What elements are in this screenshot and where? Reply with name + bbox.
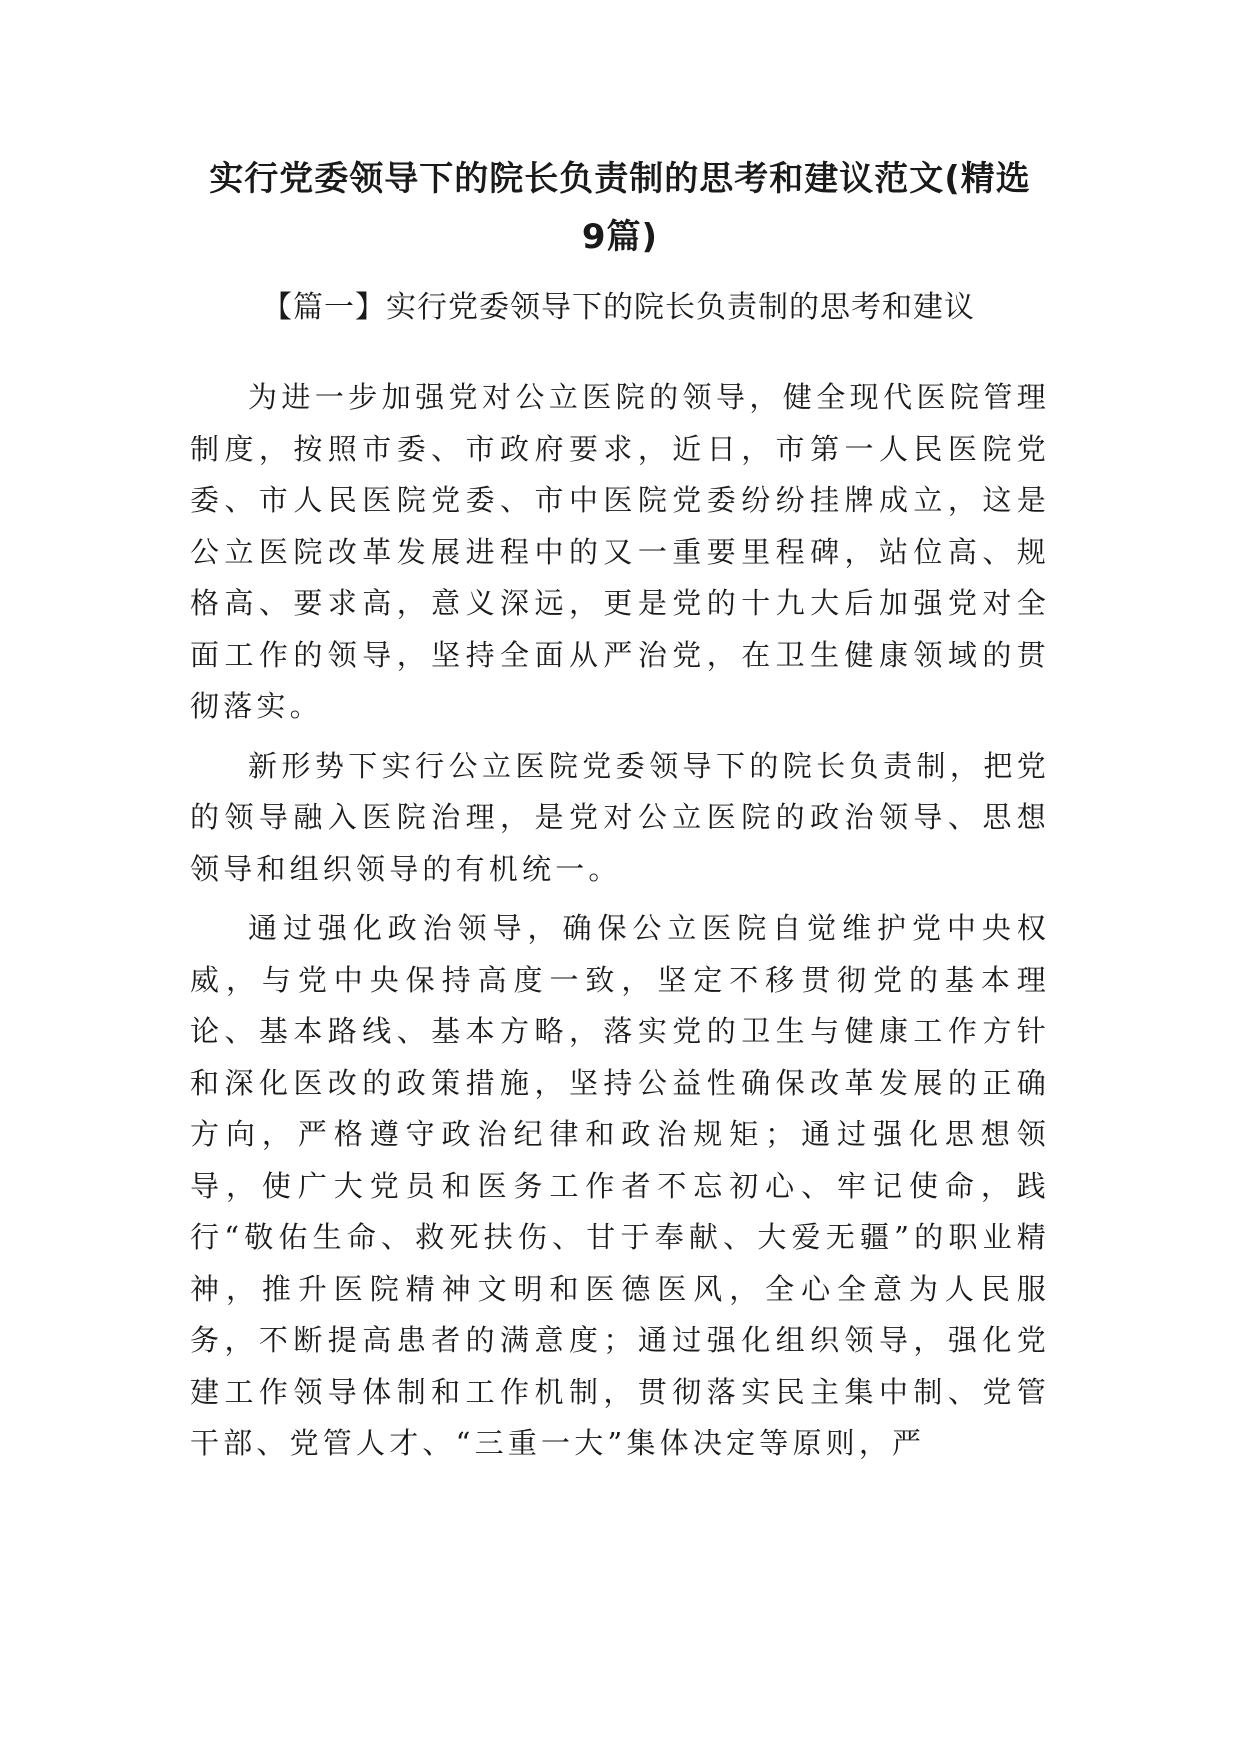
- document-title-line-2: 9篇): [581, 217, 659, 257]
- document-title-line-1: 实行党委领导下的院长负责制的思考和建议范文(精选: [209, 159, 1031, 199]
- document-body: [190, 372, 1050, 1478]
- body-paragraph-1: 为进一步加强党对公立医院的领导，健全现代医院管理制度，按照市委、市政府要求，近日，市第一人民医院党委、市人民医院党委、市中医院党委纷纷挂牌成立，这是公立医院改革发展进程中的又一重要里程碑，站位高、规格高、要求高，意义深远，更是党的十九大后加强党对全面工作的领导，坚持全面从严治党，在卫生健康领域的贯彻落实。: [190, 380, 1050, 723]
- body-paragraph-2: 新形势下实行公立医院党委领导下的院长负责制，把党的领导融入医院治理，是党对公立医院的政治领导、思想领导和组织领导的有机统一。: [190, 748, 1050, 886]
- section-heading: 【篇一】实行党委领导下的院长负责制的思考和建议: [262, 290, 975, 325]
- document-title: [190, 150, 1050, 266]
- body-paragraph-3: 通过强化政治领导，确保公立医院自觉维护党中央权威，与党中央保持高度一致，坚定不移贯彻党的基本理论、基本路线、基本方略，落实党的卫生与健康工作方针和深化医改的政策措施，坚持公益性确保改革发展的正确方向，严格遵守政治纪律和政治规矩；通过强化思想领导，使广大党员和医务工作者不忘初心、牢记使命，践行“敬佑生命、救死扶伤、甘于奉献、大爱无疆”的职业精神，推升医院精神文明和医德医风，全心全意为人民服务，不断提高患者的满意度；通过强化组织领导，强化党建工作领导体制和工作机制，贯彻落实民主集中制、党管干部、党管人才、“三重一大”集体决定等原则，严: [190, 911, 1050, 1460]
